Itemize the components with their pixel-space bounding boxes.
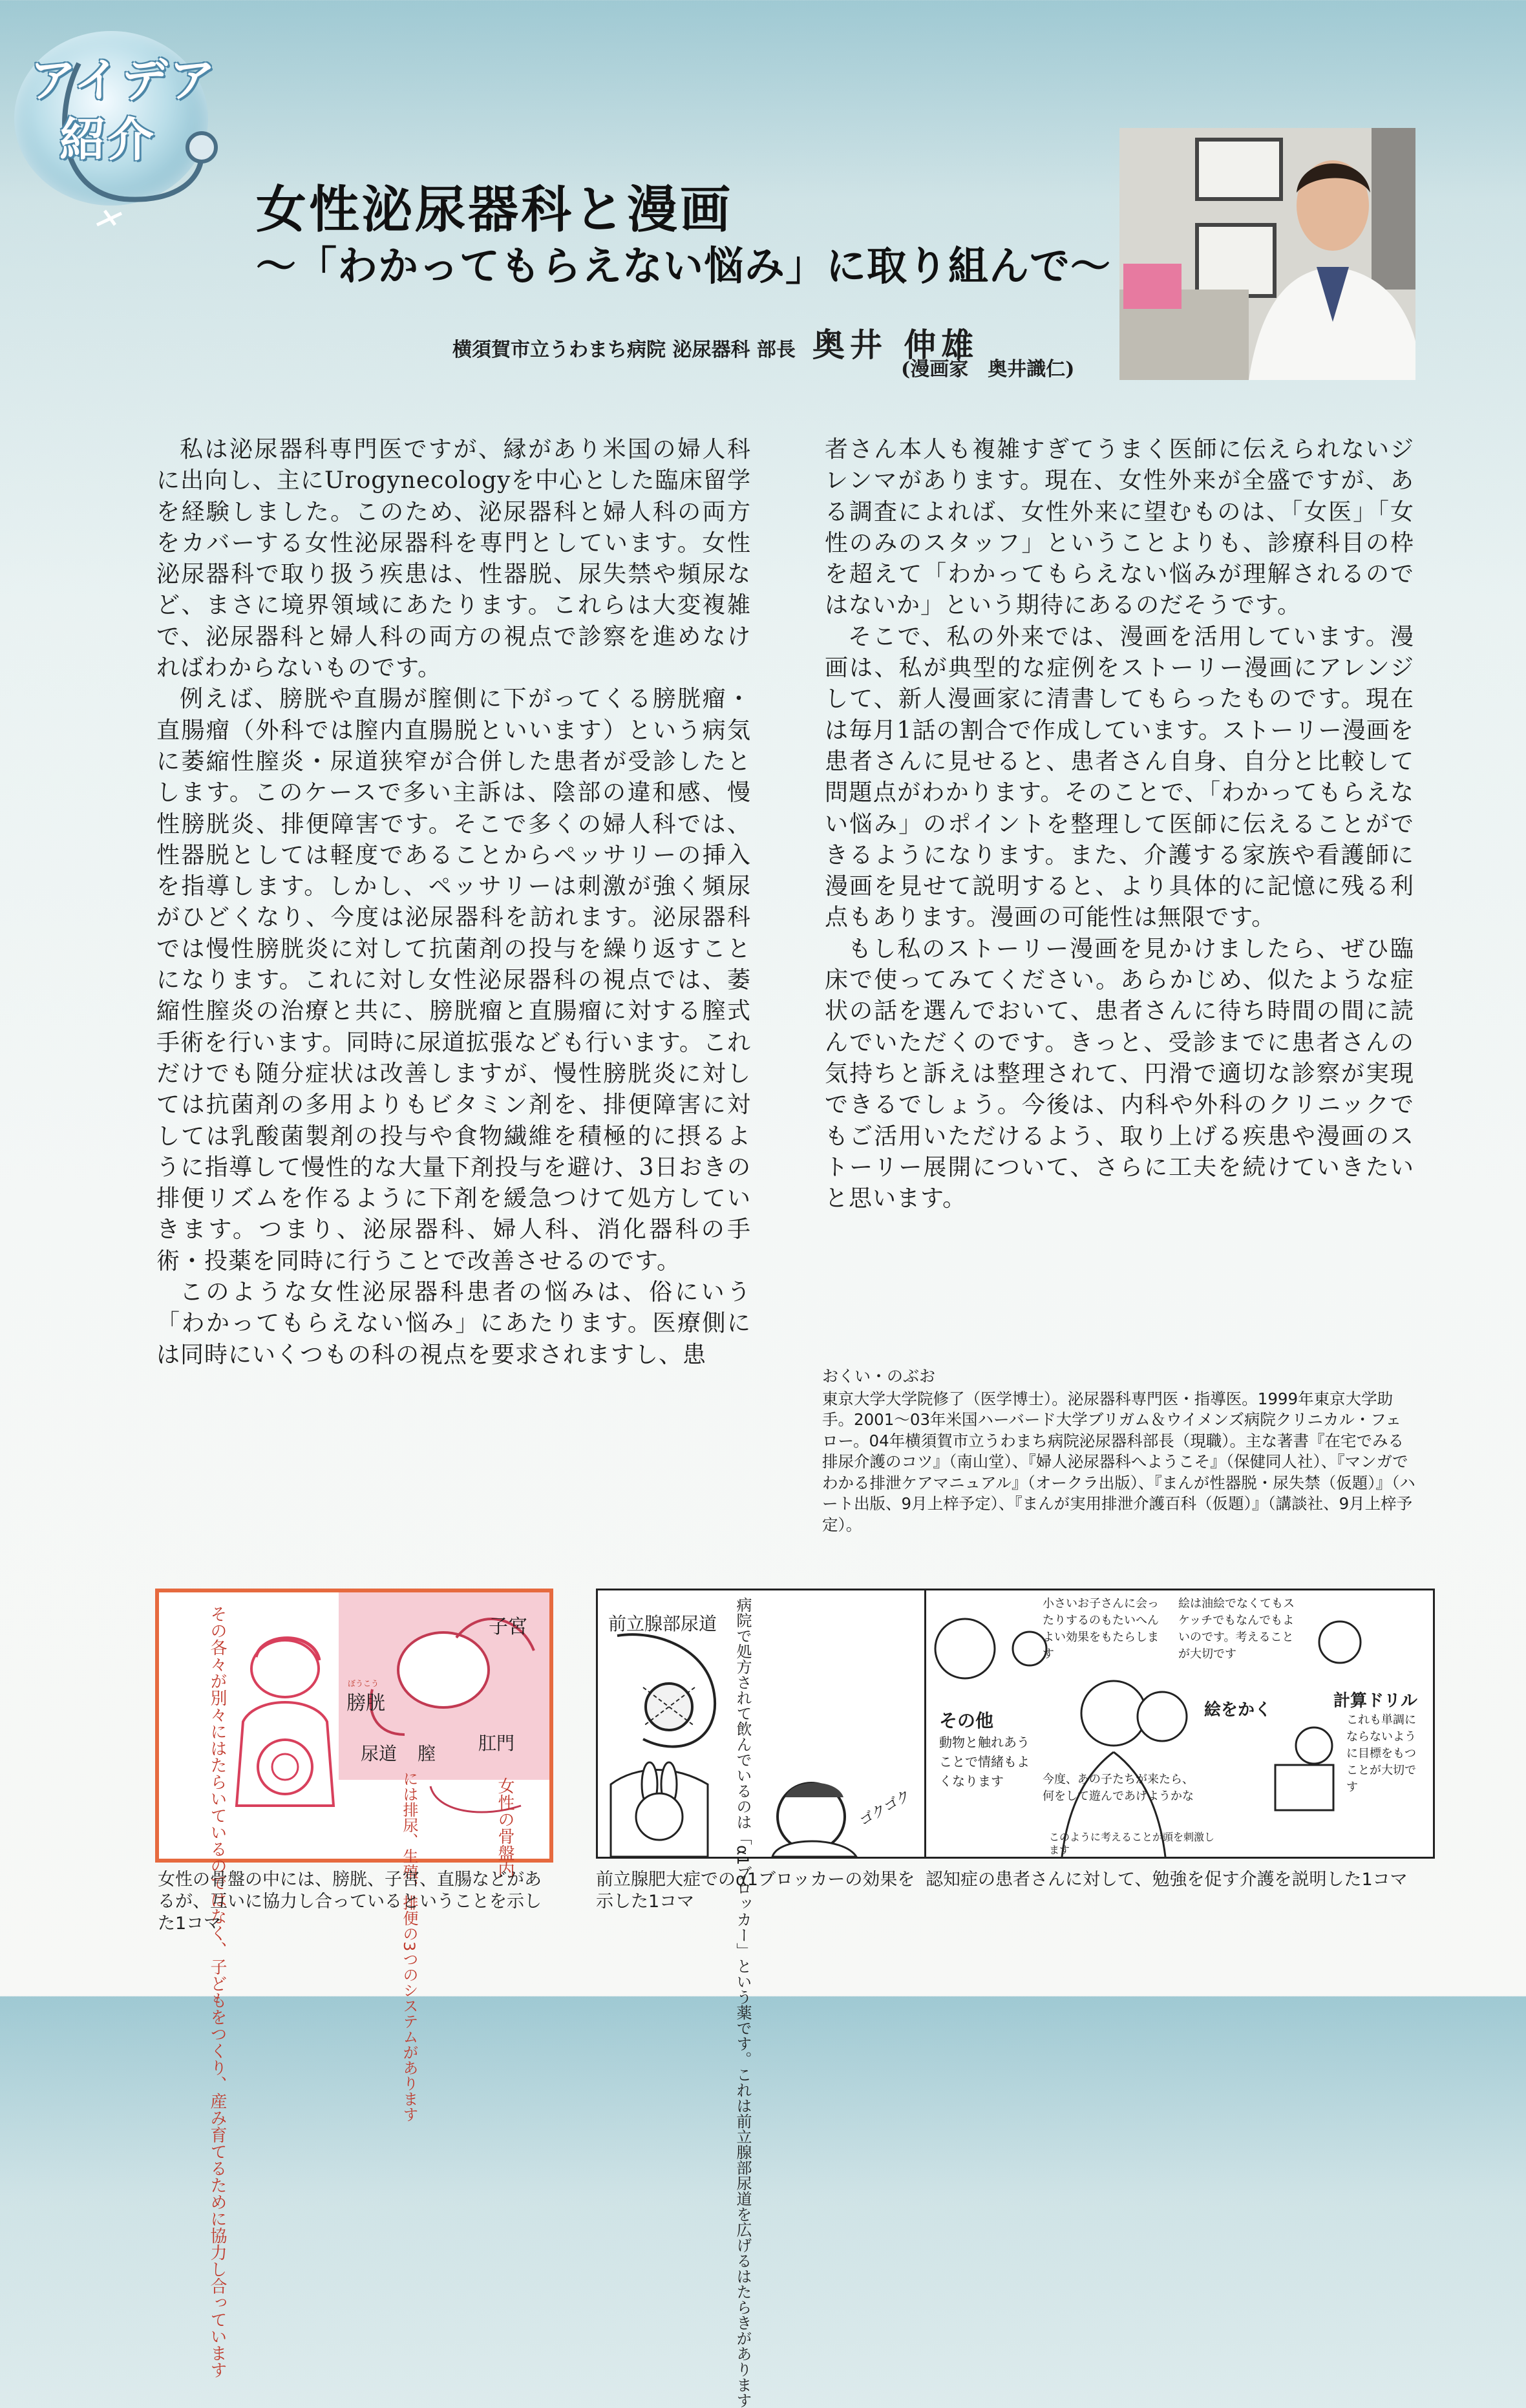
badge-line-1: アイデア (30, 53, 217, 107)
author-profile (822, 1366, 1417, 1536)
profile-text: 東京大学大学院修了（医学博士）。泌尿器科専門医・指導医。1999年東京大学助手。2001～03年米国ハーバード大学ブリガム＆ウイメンズ病院クリニカル・フェロー。04年横須賀市立うわまち病院泌尿器科部長（現職）。主な著書『在宅でみる排尿介護のコツ』（南山堂）、『婦人泌尿器科へようこそ』（保健同人社）、『マンガでわかる排泄ケアマニュアル』（オークラ出版）、『まんが性器脱・尿失禁（仮題）』（ハート出版、9月上梓予定）、『まんが実用排泄介護百科（仮題）』（講談社、9月上梓予定）。 (822, 1389, 1415, 1534)
label-prostate-urethra: 前立腺部尿道 (608, 1613, 717, 1634)
author-photo (1119, 128, 1415, 380)
comic-panel-dementia (924, 1589, 1435, 1859)
article-column-right (825, 434, 1414, 1214)
illustrator-credit: (漫画家 奥井識仁) (901, 358, 1075, 381)
comic-speech: その各々が別々にはたらいているのではなく、子どもをつくり、産み育てるために協力し合っています (207, 1605, 227, 2378)
comic-caption-3: 認知症の患者さんに対して、勉強を促す介護を説明した1コマ (926, 1870, 1408, 1890)
byline (452, 319, 979, 366)
comic-speech: 病院で処方されて飲んでいるのは「α1ブロッカー」という薬です。これは前立腺部尿道を広げるはたらきがあります (734, 1597, 752, 2408)
badge-line-2: 紹介 (59, 112, 156, 167)
profile-name: おくい・のぶお (822, 1367, 936, 1386)
label-bladder-ruby: ぼうこう (348, 1679, 379, 1688)
comic-caption-2: 前立腺肥大症でのα1ブロッカーの効果を示した1コマ (596, 1870, 915, 1912)
note-stimulus: このように考えることが頭を刺激します (1049, 1831, 1215, 1856)
paragraph: このような女性泌尿器科患者の悩みは、俗にいう「わかってもらえない悩み」にあたります。医療側には同時にいくつもの科の視点を要求されますし、患 (156, 1279, 751, 1368)
label-egaku: 絵をかく (1204, 1700, 1272, 1720)
article-column-left (156, 434, 751, 1371)
comic-speech: 今度、あの子たちが来たら、何をして遊んであげようかな (1043, 1773, 1194, 1803)
author-name: 奥井 伸雄 (812, 326, 979, 364)
author-portrait-image (1119, 128, 1415, 380)
comic-caption-1: 女性の骨盤の中には、膀胱、子宮、直腸などがあるが、互いに協力し合っているということを示した1コマ (158, 1870, 542, 1934)
label-vagina: 膣 (418, 1743, 436, 1764)
label-urethra: 尿道 (361, 1743, 397, 1764)
label-other: その他 (939, 1710, 994, 1731)
article-title: 女性泌尿器科と漫画 (256, 180, 734, 239)
paragraph: 私は泌尿器科専門医ですが、縁があり米国の婦人科に出向し、主にUrogynecologyを中心とした臨床留学を経験しました。このため、泌尿器科と婦人科の両方をカバーする女性泌尿器科を専門としています。女性泌尿器科で取り扱う疾患は、性器脱、尿失禁や頻尿など、まさに境界領域にあたります。これらは大変複雑で、泌尿器科と婦人科の両方の視点で診察を進めなければわからないものです。 (156, 436, 751, 682)
label-bladder: 膀胱 (346, 1692, 385, 1715)
paragraph-continued: 者さん本人も複雑すぎてうまく医師に伝えられないジレンマがあります。現在、女性外来が全盛ですが、ある調査によれば、女性外来に望むものは、「女医」「女性のみのスタッフ」ということよりも、診療科目の枠を超えて「わかってもらえない悩みが理解されるのではないか」という期待にあるのだそうです。 (825, 436, 1414, 619)
label-pelvis: 女性の骨盤内 (495, 1777, 514, 1878)
article-subtitle: ～「わかってもらえない悩み」に取り組んで～ (256, 242, 1112, 290)
note-drill: これも単調にならないように目標をもつことが大切です (1346, 1713, 1416, 1794)
label-anus: 肛門 (478, 1733, 515, 1754)
paragraph: 例えば、膀胱や直腸が膣側に下がってくる膀胱瘤・直腸瘤（外科では膣内直腸脱といいます）という病気に萎縮性膣炎・尿道狭窄が合併した患者が受診したとします。このケースで多い主訴は、陰部の違和感、慢性膀胱炎、排便障害です。そこで多くの婦人科では、性器脱としては軽度であることからペッサリーの挿入を指導します。しかし、ペッサリーは刺激が強く頻尿がひどくなり、今度は泌尿器科を訪れます。泌尿器科では慢性膀胱炎に対して抗菌剤の投与を繰り返すことになります。これに対し女性泌尿器科の視点では、萎縮性膣炎の治療と共に、膀胱瘤と直腸瘤に対する膣式手術を行います。同時に尿道拡張なども行います。これだけでも随分症状は改善しますが、慢性膀胱炎に対しては抗菌剤の多用よりもビタミン剤を、排便障害に対しては乳酸菌製剤の投与や食物繊維を積極的に摂るように指導して慢性的な大量下剤投与を避け、3日おきの排便リズムを作るように下剤を緩急つけて処方していきます。つまり、泌尿器科、婦人科、消化器科の手術・投薬を同時に行うことで改善させるのです。 (156, 686, 751, 1274)
paragraph: もし私のストーリー漫画を見かけましたら、ぜひ臨床で使ってみてください。あらかじめ、似たような症状の話を選んでおいて、患者さんに待ち時間の間に読んでいただくのです。きっと、受診までに患者さんの気持ちと訴えは整理されて、円滑で適切な診察が実現できるでしょう。今後は、内科や外科のクリニックでもご活用いただけるよう、取り上げる疾患や漫画のストーリー展開について、さらに工夫を続けていきたいと思います。 (825, 935, 1414, 1212)
label-uterus: 子宮 (489, 1616, 527, 1638)
author-affiliation: 横須賀市立うわまち病院 泌尿器科 部長 (452, 339, 796, 361)
label-systems: には排尿、生殖、排便の3つのシステムがあります (400, 1771, 418, 2122)
corner-badge (14, 31, 228, 206)
label-keisan-drill: 計算ドリル (1333, 1691, 1418, 1711)
note-drawing: 絵は油絵でなくてもスケッチでもなんでもよいのです。考えることが大切です (1178, 1597, 1295, 1661)
sfx-gulp: ゴクゴク (856, 1787, 914, 1830)
paragraph: そこで、私の外来では、漫画を活用しています。漫画は、私が典型的な症例をストーリー漫画にアレンジして、新人漫画家に清書してもらったものです。現在は毎月1話の割合で作成しています。ストーリー漫画を患者さんに見せると、患者さん自身、自分と比較して問題点がわかります。そのことで、「わかってもらえない悩み」のポイントを整理して医師に伝えることができるようになります。また、介護する家族や看護師に漫画を見せて説明すると、より具体的に記憶に残る利点もあります。漫画の可能性は無限です。 (825, 623, 1414, 931)
note-animals: 動物と触れあうことで情緒もよくなります (939, 1735, 1030, 1789)
note-children: 小さいお子さんに会ったりするのもたいへんよい効果をもたらします (1043, 1597, 1159, 1661)
